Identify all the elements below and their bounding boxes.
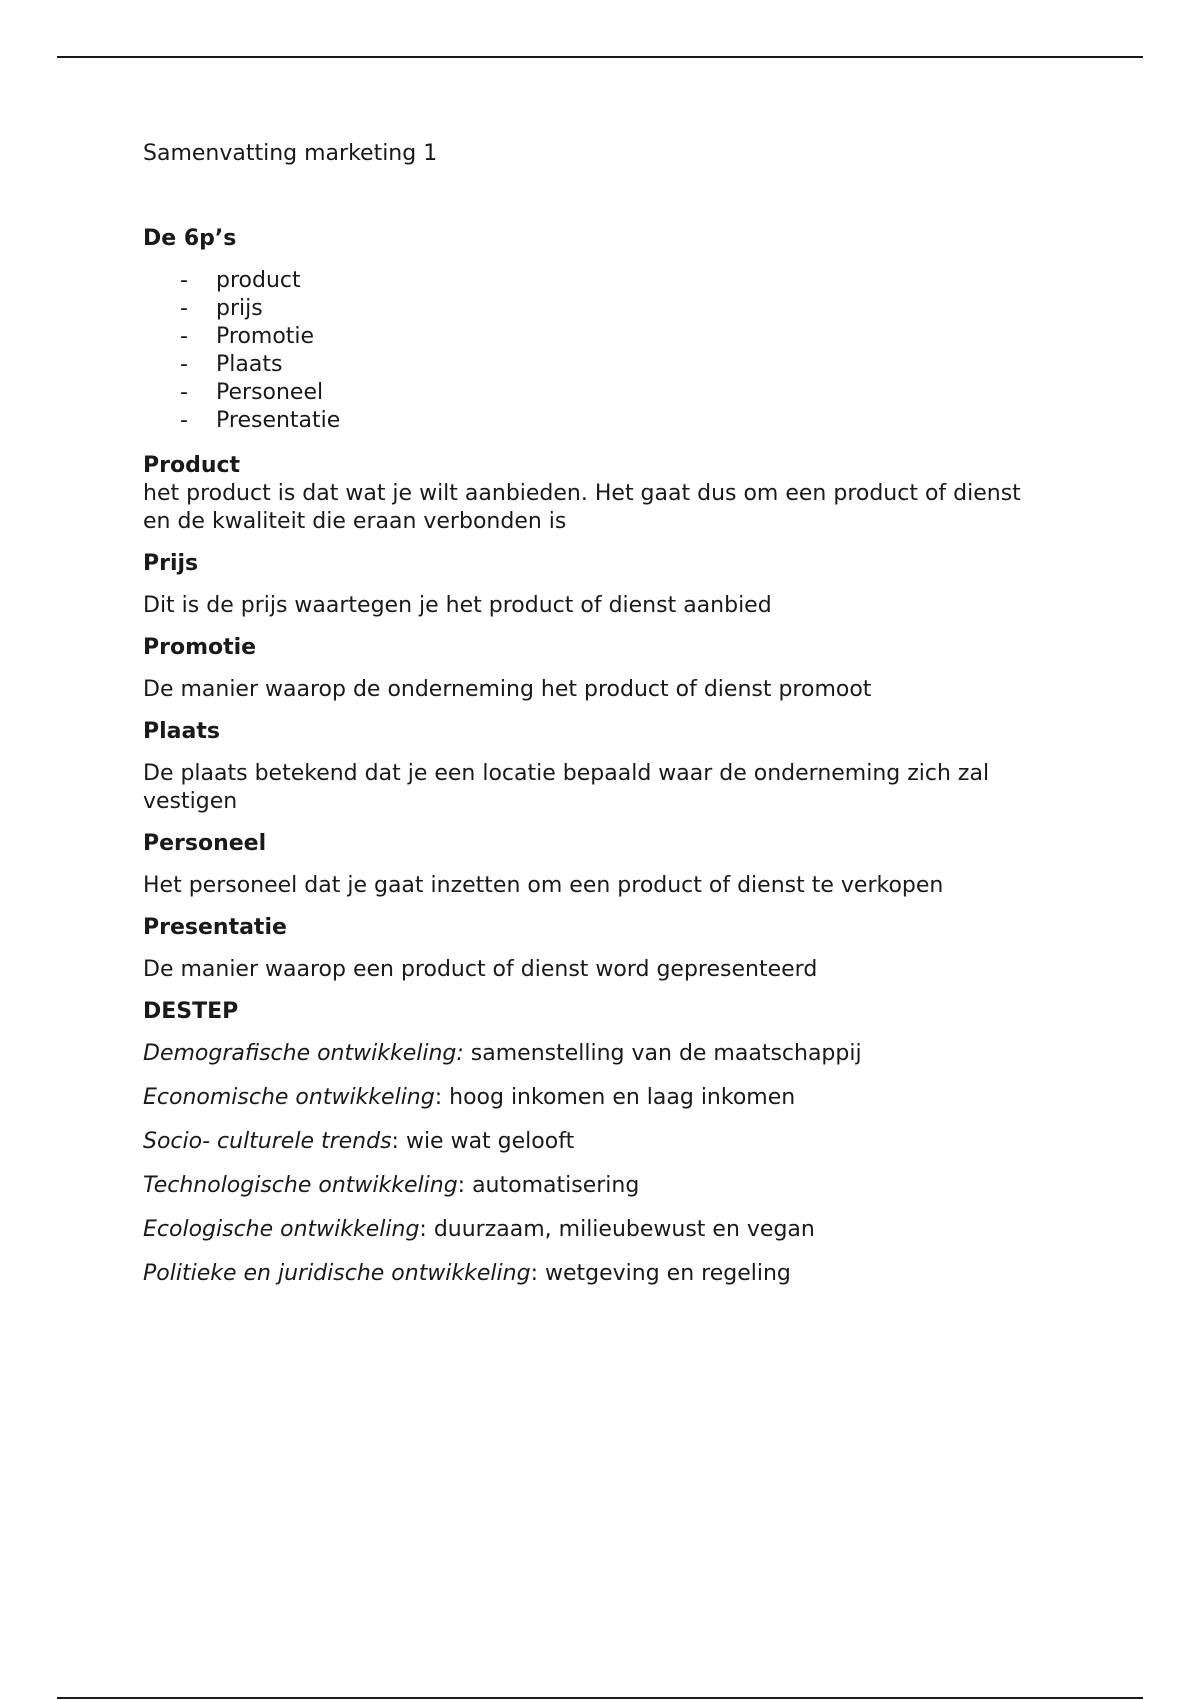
- destep-description: : wie wat gelooft: [391, 1129, 575, 1154]
- section-text-presentatie: De manier waarop een product of dienst word gepresenteerd: [143, 957, 818, 982]
- footer-rule: [57, 1697, 1143, 1699]
- list-item: [143, 295, 1043, 323]
- destep-term: Technologische ontwikkeling: [143, 1173, 458, 1198]
- destep-term: Socio- culturele trends: [143, 1129, 392, 1154]
- header-rule: [57, 56, 1143, 58]
- destep-term: Ecologische ontwikkeling: [143, 1217, 420, 1242]
- list-item-label: Presentatie: [216, 408, 341, 433]
- destep-description: : wetgeving en regeling: [530, 1261, 791, 1286]
- document-title: Samenvatting marketing 1: [143, 141, 438, 166]
- section-heading-personeel: Personeel: [143, 831, 267, 856]
- section-heading-prijs: Prijs: [143, 551, 199, 576]
- section-heading-plaats: Plaats: [143, 719, 220, 744]
- destep-term: Politieke en juridische ontwikkeling: [143, 1261, 531, 1286]
- list-item-label: product: [216, 268, 301, 293]
- destep-description: : hoog inkomen en laag inkomen: [434, 1085, 796, 1110]
- dash-bullet: -: [180, 408, 188, 433]
- list-item: [143, 323, 1043, 351]
- sixp-heading: De 6p’s: [143, 226, 237, 251]
- destep-term: Economische ontwikkeling: [143, 1085, 435, 1110]
- section-text-product: het product is dat wat je wilt aanbieden. Het gaat dus om een product of dienst en de kwaliteit die eraan verbonden is: [143, 481, 1021, 534]
- section-heading-promotie: Promotie: [143, 635, 257, 660]
- list-item-label: Personeel: [216, 380, 324, 405]
- destep-line: [143, 1040, 1043, 1068]
- list-item: [143, 407, 1043, 435]
- list-item-label: Promotie: [216, 324, 315, 349]
- dash-bullet: -: [180, 380, 188, 405]
- destep-line: [143, 1260, 1043, 1288]
- destep-line: [143, 1172, 1043, 1200]
- dash-bullet: -: [180, 268, 188, 293]
- list-item-label: Plaats: [216, 352, 283, 377]
- list-item-label: prijs: [216, 296, 263, 321]
- dash-bullet: -: [180, 324, 188, 349]
- section-heading-product: Product: [143, 453, 241, 478]
- sixp-list: [143, 267, 1043, 435]
- dash-bullet: -: [180, 352, 188, 377]
- destep-description: : automatisering: [457, 1173, 640, 1198]
- destep-term: Demografische ontwikkeling:: [143, 1041, 464, 1066]
- section-heading-presentatie: Presentatie: [143, 915, 287, 940]
- section-text-promotie: De manier waarop de onderneming het product of dienst promoot: [143, 677, 872, 702]
- section-text-personeel: Het personeel dat je gaat inzetten om een product of dienst te verkopen: [143, 873, 944, 898]
- destep-heading: DESTEP: [143, 999, 239, 1024]
- destep-description: samenstelling van de maatschappij: [463, 1041, 862, 1066]
- destep-line: [143, 1084, 1043, 1112]
- destep-line: [143, 1128, 1043, 1156]
- document-body: [143, 140, 1043, 1304]
- list-item: [143, 267, 1043, 295]
- dash-bullet: -: [180, 296, 188, 321]
- section-text-prijs: Dit is de prijs waartegen je het product of dienst aanbied: [143, 593, 772, 618]
- destep-description: : duurzaam, milieubewust en vegan: [419, 1217, 815, 1242]
- list-item: [143, 379, 1043, 407]
- section-text-plaats: De plaats betekend dat je een locatie bepaald waar de onderneming zich zal vestigen: [143, 761, 990, 814]
- list-item: [143, 351, 1043, 379]
- destep-line: [143, 1216, 1043, 1244]
